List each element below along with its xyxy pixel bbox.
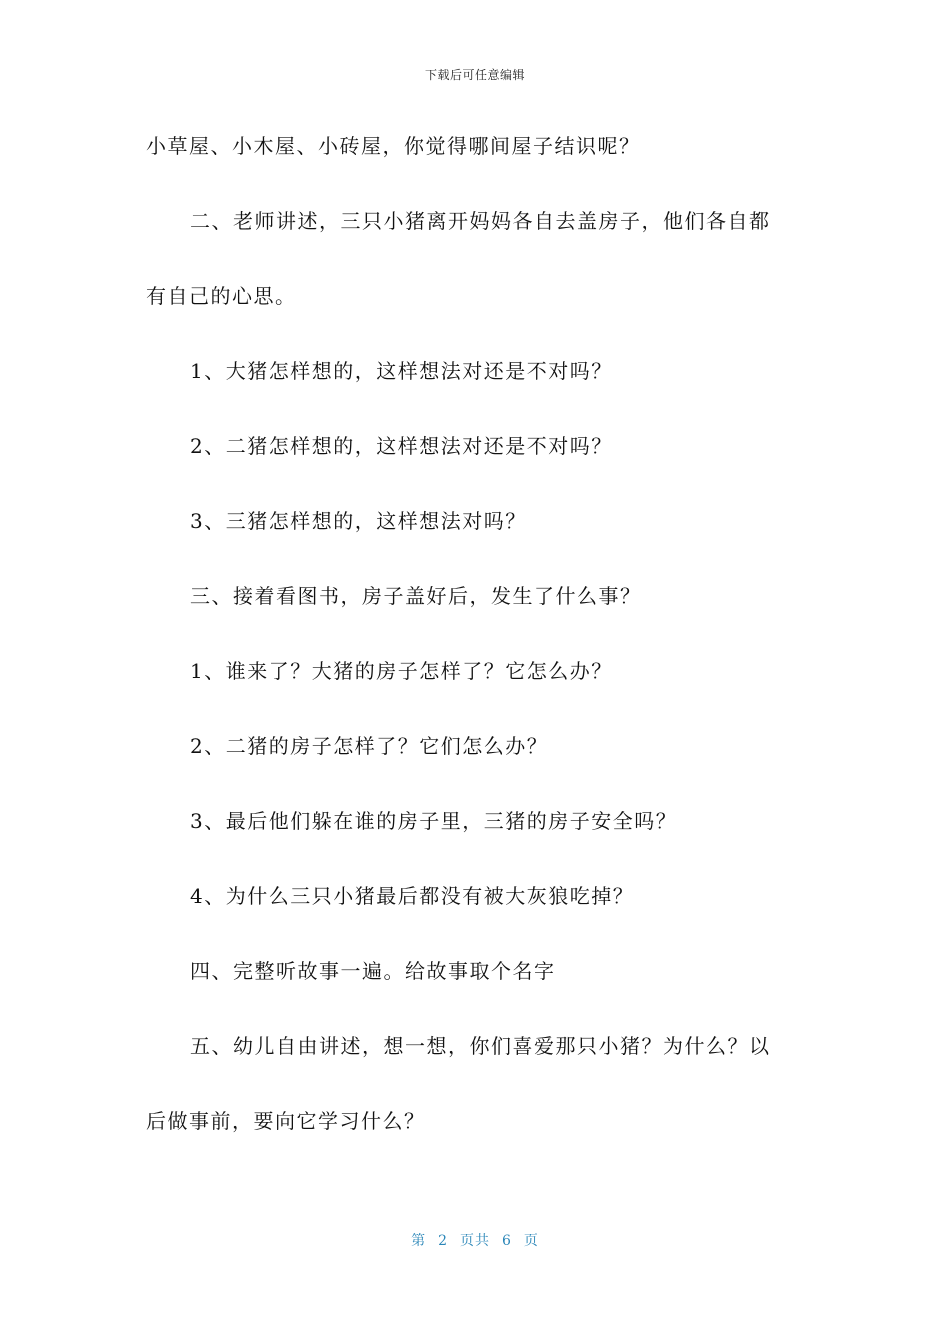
text-line-12: 四、完整听故事一遍。给故事取个名字 [190,959,556,983]
text-line-8: 1、谁来了？大猪的房子怎样了？它怎么办？ [190,659,613,683]
footer-total-pages: 6 [502,1233,512,1249]
text-line-9: 2、二猪的房子怎样了？它们怎么办？ [190,734,549,758]
page-header: 下载后可任意编辑 [424,68,525,82]
footer-page-mid: 页共 [460,1233,490,1249]
text-line-1: 小草屋、小木屋、小砖屋，你觉得哪间屋子结识呢？ [146,134,641,158]
text-line-11: 4、为什么三只小猪最后都没有被大灰狼吃掉？ [190,884,635,908]
footer-page-prefix: 第 [411,1233,427,1249]
text-line-7: 三、接着看图书，房子盖好后，发生了什么事？ [190,584,642,608]
text-line-10: 3、最后他们躲在谁的房子里，三猪的房子安全吗？ [190,809,678,833]
text-line-14: 后做事前，要向它学习什么？ [146,1109,426,1133]
text-line-13: 五、幼儿自由讲述，想一想，你们喜爱那只小猪？为什么？以 [190,1034,771,1058]
text-line-2: 二、老师讲述，三只小猪离开妈妈各自去盖房子，他们各自都 [190,209,771,233]
page-footer [0,1230,950,1250]
text-line-3: 有自己的心思。 [146,284,297,308]
text-line-4: 1、大猪怎样想的，这样想法对还是不对吗？ [190,359,613,383]
footer-page-suffix: 页 [523,1233,539,1249]
document-body [146,128,798,1178]
text-line-5: 2、二猪怎样想的，这样想法对还是不对吗？ [190,434,613,458]
text-line-6: 3、三猪怎样想的，这样想法对吗？ [190,509,527,533]
footer-current-page: 2 [438,1233,448,1249]
